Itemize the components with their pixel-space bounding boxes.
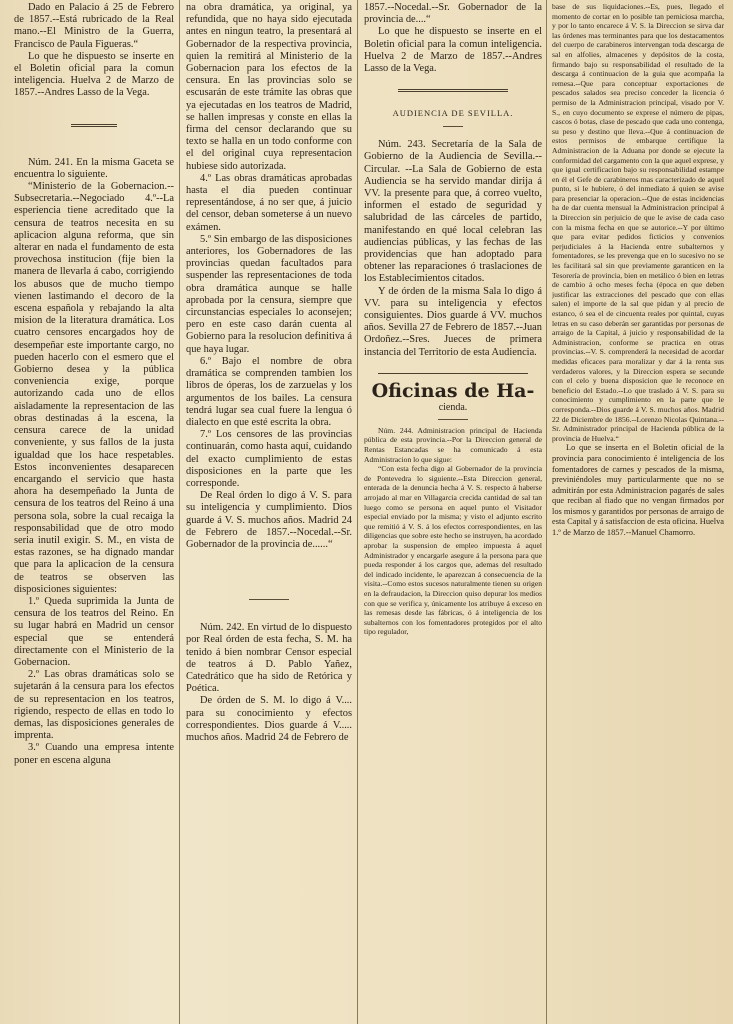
article-244-insertion: Lo que se inserta en el Boletin oficial de la provincia para conocimiento é inteligencia de los fomentadores de carnes y pescados de la misma, previniéndoles muy particularmente que no se admitirán por esta Administracion pagarés de sales que reciban al fiado que no vengan firmados por los mismos y garantidos por personas de arraigo de esta Capital y á satisfaccion de esta oficina. Huelva 1.º de Marzo de 1857.--Manuel Chamorro. [552, 443, 724, 538]
insertion-notice-2: Lo que he dispuesto se inserte en el Boletin oficial para la comun inteligencia. Huelva 2 de Marzo de 1857.--Andres Lasso de la Vega. [364, 26, 542, 75]
column-divider [357, 0, 358, 1024]
article-241-item-5: 5.º Sin embargo de las disposiciones anteriores, los Gobernadores de las provincias quedan facultados para suspender las representaciones de toda obra dramática aunque se halle aprobada por la censura, siempre que circunstancias especiales lo aconsejen; pero en este caso darán cuenta al Gobierno para la resolucion definitiva á que haya lugar. [186, 233, 352, 355]
column-2 [186, 0, 352, 1024]
article-241-item-6: 6.º Bajo el nombre de obra dramática se comprenden tambien los libros de óperas, los de zarzuelas y los argumentos de los bailes. La censura tendrá lugar sea cual fuere la lengua ó dialecto en que esté escrita la obra. [186, 355, 352, 428]
header-underline [443, 126, 463, 127]
article-244-body: “Con esta fecha digo al Gobernador de la provincia de Pontevedra lo siguiente.--Esta Direccion general, enterada de la denuncia hecha á V. S. respecto á haberse arrojado al mar en Villagarcia crecida cantidad de sal tan luego como se persona en aquel punto el Visitador especial enviado por la misma; y visto el adjunto escrito que remitió á V. S. á los efectos correspondientes, en las diligencias que sobre este hecho se instruyen, ha acordado aprobar la suspension de empleo impuesta á aquel Administrador y encargarle asegure á la persona para que pueda responder á los cargos que, ademas del resultado del indicado incidente, le aparezcan á consecuencia de la visita.--Como estos sucesos naturalmente tienen su origen en la defraudacion, la Direccion quiso depurar los medios con que se verifica y, únicamente los atribuye á exceso en las remesas desde las fábricas, ó á inteligencia de los subalternos con los fomentadores protegidos por el alto tipo regulador, [364, 464, 542, 637]
article-241-item-4: 4.º Las obras dramáticas aprobadas hasta el dia pueden continuar representándose, á no ser que, á juicio del censor, deban someterse á un nuevo exámen. [186, 172, 352, 233]
article-243-closing: Y de órden de la misma Sala lo digo á VV. para su inteligencia y efectos consiguientes. Dios guarde á VV. muchos años. Sevilla 27 de Febrero de 1857.--Juan Ordoñez.--Sres. Jueces de primera instancia del Territorio de esta Audiencia. [364, 285, 542, 358]
article-241-item-7: 7.º Los censores de las provincias continuarán, como hasta aquí, cuidando del exacto cumplimiento de estas disposiciones en la parte que les corresponde. [186, 429, 352, 489]
section-divider [249, 599, 289, 600]
article-244-continued: base de sus liquidaciones.--Es, pues, llegado el momento de cortar en lo posible tan perniciosa marcha, y por lo tanto encarece á V. S. la Direccion se sirva dar las órdenes mas terminantes para que los destacamentos del cuerpo de carabineros intervengan toda descarga de sal en alfolies, almacenes y depósitos de la costa, firmando bajo su responsabilidad el resultado de la descarga á continuacion de la guia que acompaña la remesa.--Que para conceptuar exportaciones de pescados salados sea preciso conceder la licencia ó permiso de la Administracion principal, visado por V. S., en cuyo documento se exprese el número de pipas, cascos ó botas, clase de pescado que cada uno contenga, su peso y destino que lleva.--Que á continuacion de estos permisos de embarque certifique la Administracion de la Aduana por donde se ejecute la conformidad del cargamento con la que aquel exprese, y que igual certificacion bajo su responsabilidad estampe en él el Gefe de carabineros mas caracterizado de aquel punto, si le hubiere, ó del inmediato á quien se avise para presenciar la operacion.--Que de estas incidencias ha de dar cuenta mensual la Administracion principal á la Direccion sin perjuicio de que le avise de cada caso con la misma fecha en que se autorice.--Y por último que para evitar pedidos ficticios y convenios perjudiciales á la Hacienda entre subalternos y fomentadores, se les prevenga que en lo sucesivo no se les facilitará sal sin que previamente garanticen en la Tesorería de provincia, bien en metálico ó bien en letras de cambio á ocho meses fecha (época en que deben justificar las extracciones del pescado que con ellas salen) el importe de la sal que pidan y al precio de estanco, ó sea el de cincuenta reales por quintal, cuyas letras en su caso deberán ser garantidas por personas de arraigo de la Capital, á juicio y responsabilidad de la Administracion, conforme se practica en otras provincias.--V. S. comprenderá la necesidad de acordar medidas eficaces para moralizar y dar á la renta sus verdaderos valores, y la Direccion espera se secunde con el celo y buena disposicion que le reconoce en beneficio del Estado.--Lo que traslado á V. S. para su conocimiento y cumplimiento en la parte que le corresponda.--Dios guarde á V. S. muchos años. Madrid 22 de Diciembre de 1856.--Lorenzo Nicolas Quintana.--Sr. Administrador principal de Hacienda pública de la provincia de Huelva.“ [552, 2, 724, 443]
section-divider [398, 89, 508, 92]
article-241-item-1: 1.º Queda suprimida la Junta de censura de los teatros del Reino. En su lugar habrá en Madrid un censor especial que se entenderá directamente con el Ministerio de la Gobernacion. [14, 595, 174, 668]
article-243-body: Núm. 243. Secretaría de la Sala de Gobierno de la Audiencia de Sevilla.--Circular. --La Sala de Gobierno de esta Audiencia se ha servido mandar dirija á VV. la presente para que, á correo vuelto, informen el estado de seguridad y salubridad de las cárceles de partido, manifestando en qué local celebran las audiencias públicas, y las fechas de las providencias que han adoptado para obtener las reparaciones ó traslaciones de los Establecimientos citados. [364, 139, 542, 285]
article-241-body: “Ministerio de la Gobernacion.--Subsecretaria.--Negociado 4.º--La esperiencia tiene acreditado que la censura de teatros necesita en su aplicacion alguna reforma, que sin alterar en nada el fundamento de esta provechosa institucion (fije bien la manera de llevarla á cabo, corrigiendo los abusos que de mucho tiempo vienen lastimando el decoro de la escena española y rebajando la alta mision de la literatura dramática. Los cuatro censores encargados hoy de desempeñar este importante cargo, no pueden hacerlo con el esmero que el Gobierno desea y la pública conveniencia exige, porque autorizando cada uno de ellos aisladamente la representacion de las obras destinadas á la escena, la censura carece de la unidad conveniente, y sus fallos de la justa igualdad que los hace respetables. Estos inconvenientes desaparecen encargando el servicio que hasta ahora ha desempeñado la Junta de censura de los teatros del Reino á una persona sola, sobre la cual recaiga la responsabilidad que de otro modo seria inutil exigir. S. M., en vista de estas razones, se ha dignado mandar que para la aplicacion de la censura de teatros se observen las disposiciones siguientes: [14, 181, 174, 595]
article-241-item-3-cont: na obra dramática, ya original, ya refundida, que no haya sido ejecutada antes en ningun teatro, la presentará al Gobernador de la respectiva provincia, quien la remitirá al Ministerio de la Gobernacion para los efectos de la censura. En las provincias solo se escusarán de este trámite las obras que ya ejecutadas en los teatros de Madrid, se hallen impresas y conste en ellas la firma del censor declarando que su texto se halla en un todo conforme con el del original cuya representacion hubiese sido autorizada. [186, 2, 352, 172]
article-241-item-2: 2.º Las obras dramáticas solo se sujetarán á la censura para los efectos de su representacion en los teatros, rigiendo, respecto de ellas en todo lo demas, las disposiciones generales de imprenta. [14, 669, 174, 742]
article-242-signature: 1857.--Nocedal.--Sr. Gobernador de la provincia de....“ [364, 2, 542, 26]
column-4 [552, 0, 724, 1024]
section-header-audiencia: AUDIENCIA DE SEVILLA. [392, 108, 514, 119]
section-divider [71, 124, 117, 127]
section-title-hacienda: Oficinas de Ha- [371, 379, 535, 402]
article-242-body: Núm. 242. En virtud de lo dispuesto por Real órden de esta fecha, S. M. ha tenido á bien nombrar Censor especial de teatros á D. Pablo Yañez, Catedrático que ha sido de Retórica y Poética. [186, 622, 352, 695]
section-divider [378, 373, 528, 374]
article-244-intro: Núm. 244. Administracion principal de Hacienda pública de esta provincia.--Por la Direccion general de Rentas Estancadas se ha comunicado á esta Administracion lo que sigue: [364, 425, 542, 464]
insertion-notice: Lo que he dispuesto se inserte en el Boletin oficial para la comun inteligencia. Huelva 2 de Marzo de 1857.--Andres Lasso de la Vega. [14, 50, 174, 99]
section-title-hacienda-cont: cienda. [438, 401, 468, 413]
column-divider [546, 0, 547, 1024]
column-divider [179, 0, 180, 1024]
decree-closing: Dado en Palacio á 25 de Febrero de 1857.--Está rubricado de la Real mano.--El Ministro de la Guerra, Francisco de Paula Figueras.“ [14, 2, 174, 50]
article-241-closing: De Real órden lo digo á V. S. para su inteligencia y cumplimiento. Dios guarde á V. S. muchos años. Madrid 24 de Febrero de 1857.--Nocedal.--Sr. Gobernador de la provincia de......“ [186, 490, 352, 550]
column-3 [364, 0, 542, 1024]
article-241-item-3: 3.º Cuando una empresa intente poner en escena alguna [14, 742, 174, 766]
title-underline [438, 419, 468, 420]
article-242-closing: De órden de S. M. lo digo á V.... para su conocimiento y efectos correspondientes. Dios guarde á V..... muchos años. Madrid 24 de Febrero de [186, 695, 352, 743]
article-241-intro: Núm. 241. En la misma Gaceta se encuentra lo siguiente. [14, 156, 174, 180]
column-1 [14, 0, 174, 1024]
